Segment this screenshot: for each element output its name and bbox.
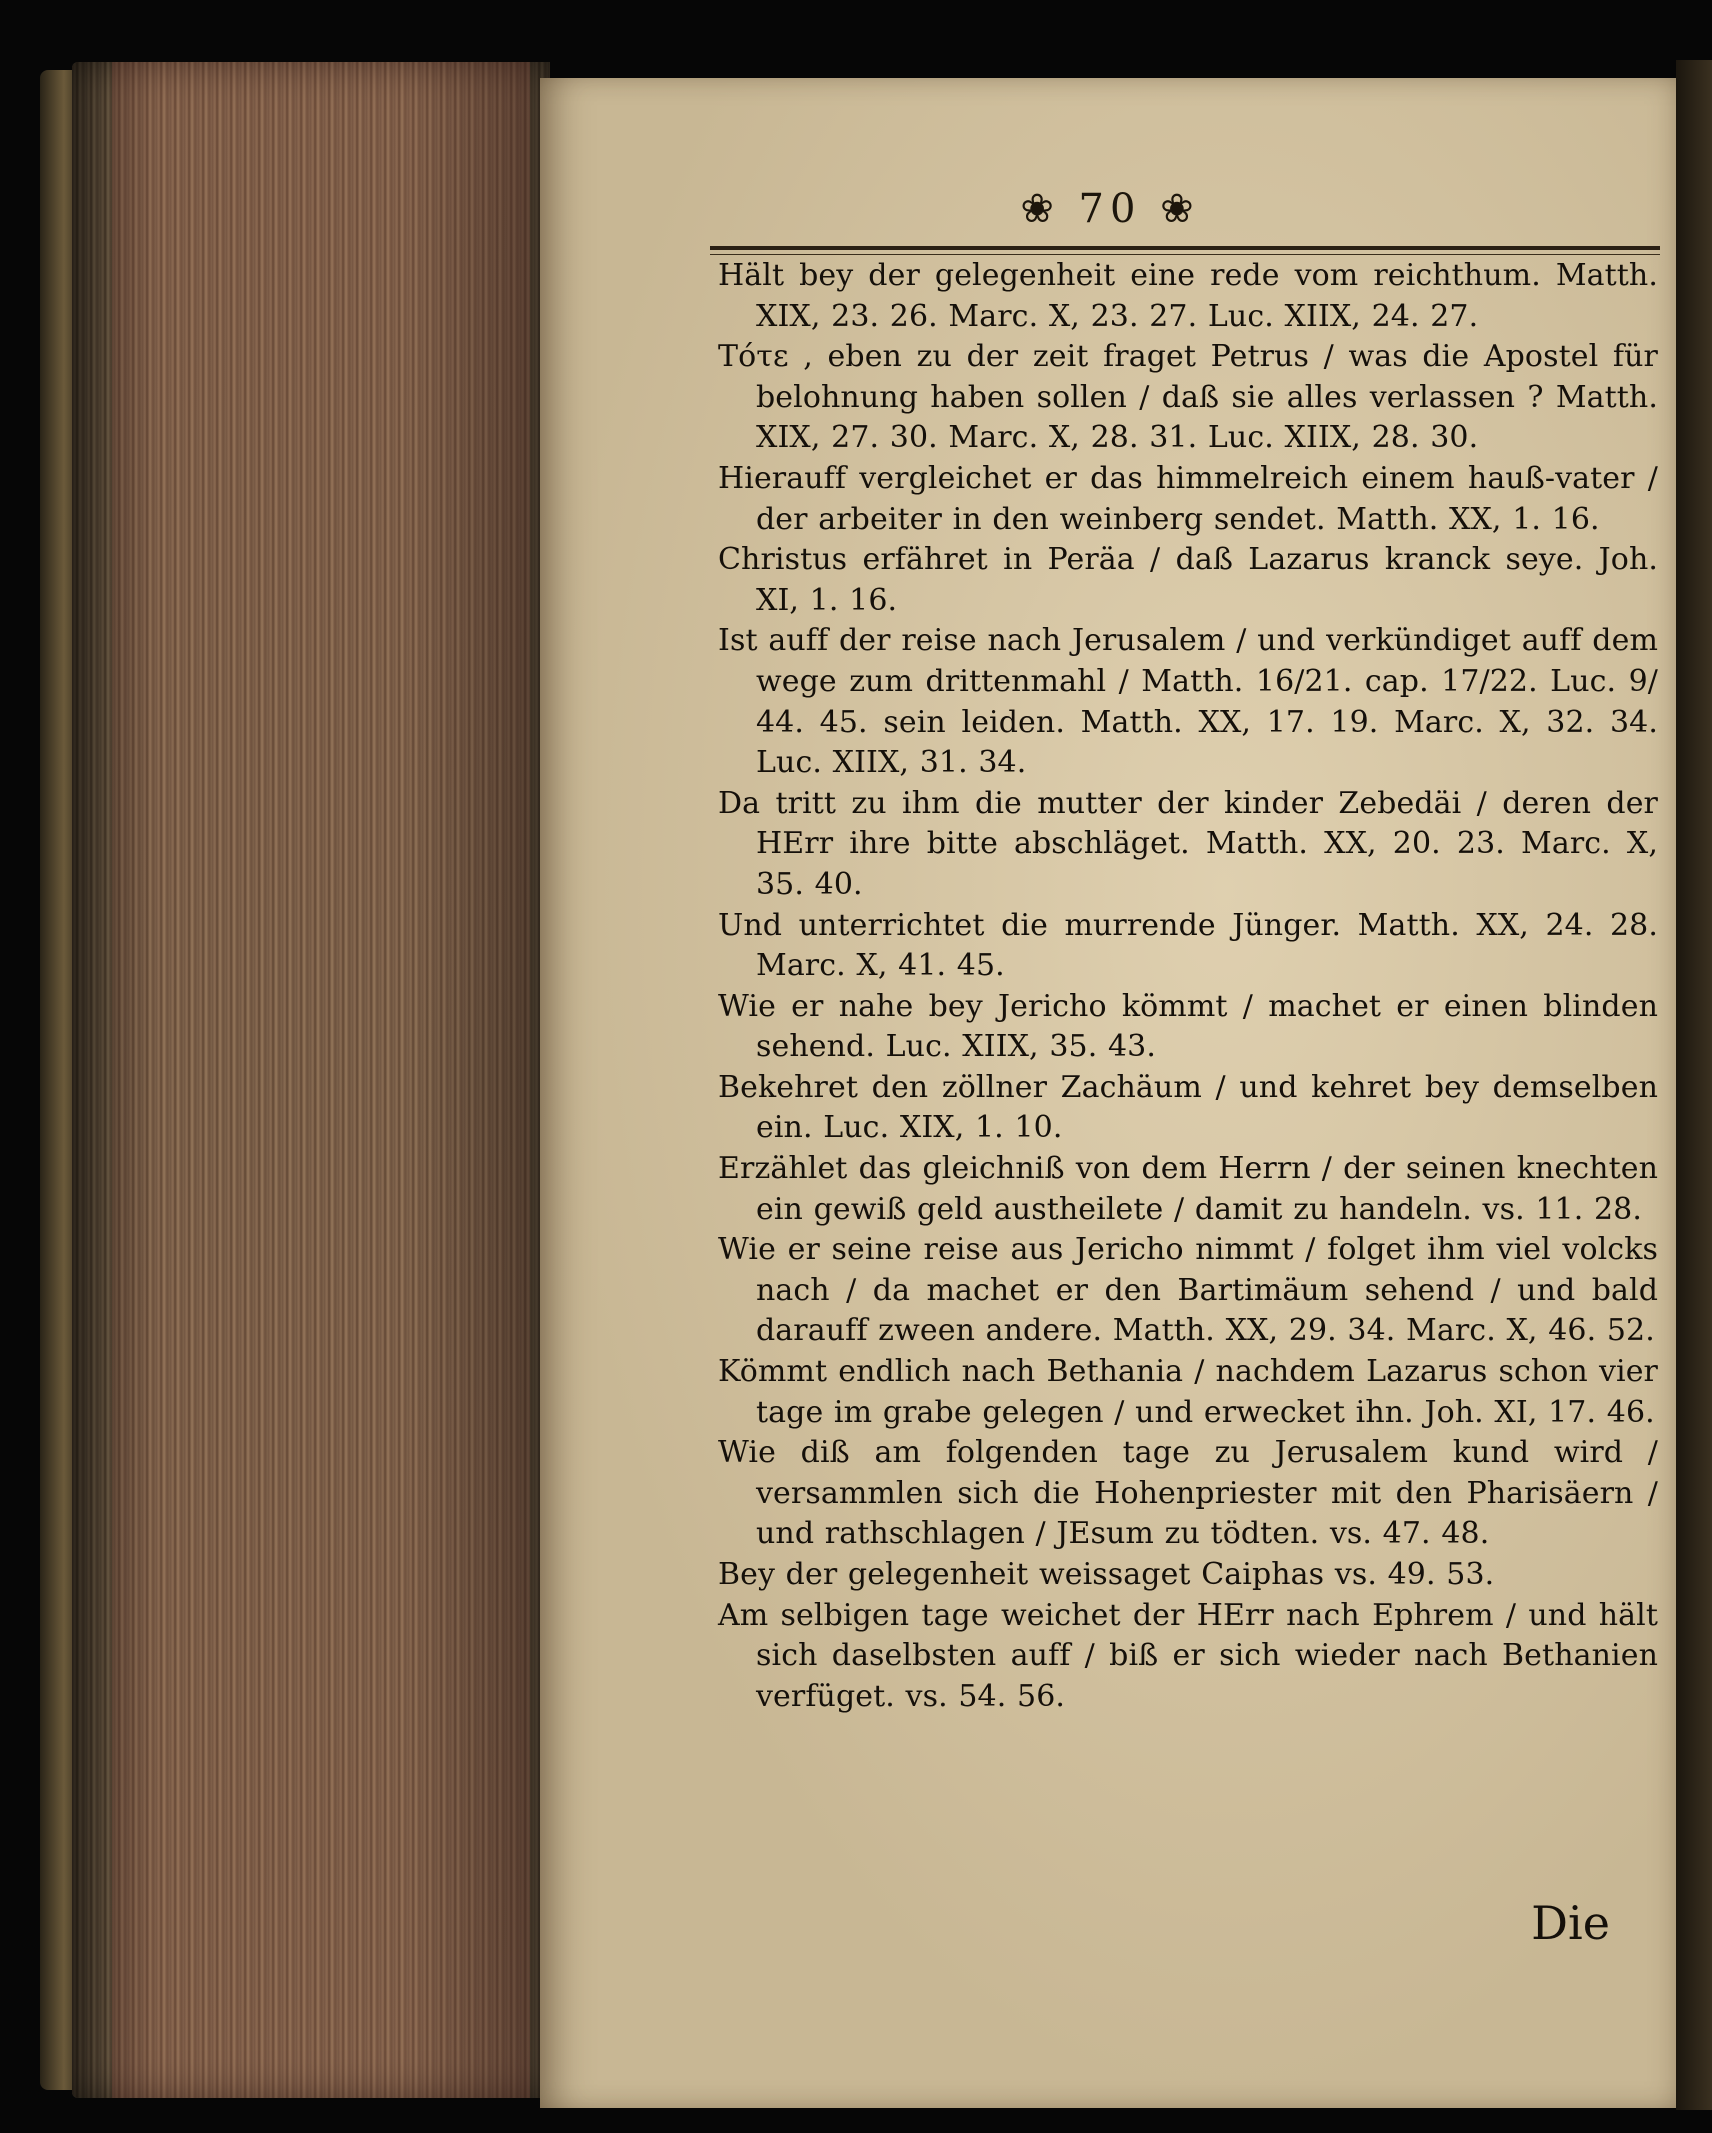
entry: Wie er seine reise aus Jericho nimmt / folget ihm viel volcks nach / da machet er den Bartimäum sehend / und bald darauff zween andere. Matth. XX, 29. 34. Marc. X, 46. 52.	[718, 1232, 1658, 1349]
entry: Bey der gelegenheit weissaget Caiphas vs. 49. 53.	[718, 1557, 1495, 1592]
entry: Christus erfähret in Peräa / daß Lazarus kranck seye. Joh. XI, 1. 16.	[718, 542, 1658, 618]
entry: Kömmt endlich nach Bethania / nachdem Lazarus schon vier tage im grabe gelegen / und erwecket ihn. Joh. XI, 17. 46.	[718, 1354, 1658, 1430]
entry: Wie diß am folgenden tage zu Jerusalem kund wird / versammlen sich die Hohenpriester mit den Pharisäern / und rathschlagen / JEsum zu tödten. vs. 47. 48.	[718, 1435, 1658, 1552]
entry: Bekehret den zöllner Zachäum / und kehret bey demselben ein. Luc. XIX, 1. 10.	[718, 1069, 1658, 1146]
next-page-edge	[1676, 60, 1712, 2110]
entry: Wie er nahe bey Jericho kömmt / machet er einen blinden sehend. Luc. XIIX, 35. 43.	[718, 988, 1658, 1065]
entry: Ist auff der reise nach Jerusalem / und verkündiget auff dem wege zum drittenmahl / Matth. 16/21. cap. 17/22. Luc. 9/ 44. 45. sein leiden. Matth. XX, 17. 19. Marc. X, 32. 34. Luc. XIIX, 31. 34.	[718, 623, 1658, 781]
entry: Da tritt zu ihm die mutter der kinder Zebedäi / deren der HErr ihre bitte abschläget. Matth. XX, 20. 23. Marc. X, 35. 40.	[718, 785, 1658, 902]
entry: Hierauff vergleichet er das himmelreich einem hauß-vater / der arbeiter in den weinberg sendet. Matth. XX, 1. 16.	[718, 460, 1658, 537]
book-page	[540, 78, 1680, 2108]
entry: Hält bey der gelegenheit eine rede vom reichthum. Matth. XIX, 23. 26. Marc. X, 23. 27. Luc. XIIX, 24. 27.	[718, 258, 1658, 334]
entry: Und unterrichtet die murrende Jünger. Matth. XX, 24. 28. Marc. X, 41. 45.	[718, 907, 1658, 984]
header-rule	[710, 246, 1660, 250]
entry: Τότε , eben zu der zeit fraget Petrus / was die Apostel für belohnung haben sollen / daß sie alles verlassen ? Matth. XIX, 27. 30. Marc. X, 28. 31. Luc. XIIX, 28. 30.	[718, 339, 1658, 456]
running-head: ❀ 70 ❀	[1020, 186, 1200, 232]
header-rule-thin	[710, 254, 1660, 255]
catchword: Die	[1531, 1896, 1610, 1950]
entry: Erzählet das gleichniß von dem Herrn / der seinen knechten ein gewiß geld austheilete / damit zu handeln. vs. 11. 28.	[718, 1151, 1658, 1227]
entry: Am selbigen tage weichet der HErr nach Ephrem / und hält sich daselbsten auff / biß er sich wieder nach Bethanien verfüget. vs. 54. 56.	[718, 1597, 1658, 1714]
text-block	[718, 256, 1658, 1717]
page-stack-edge	[72, 62, 550, 2098]
